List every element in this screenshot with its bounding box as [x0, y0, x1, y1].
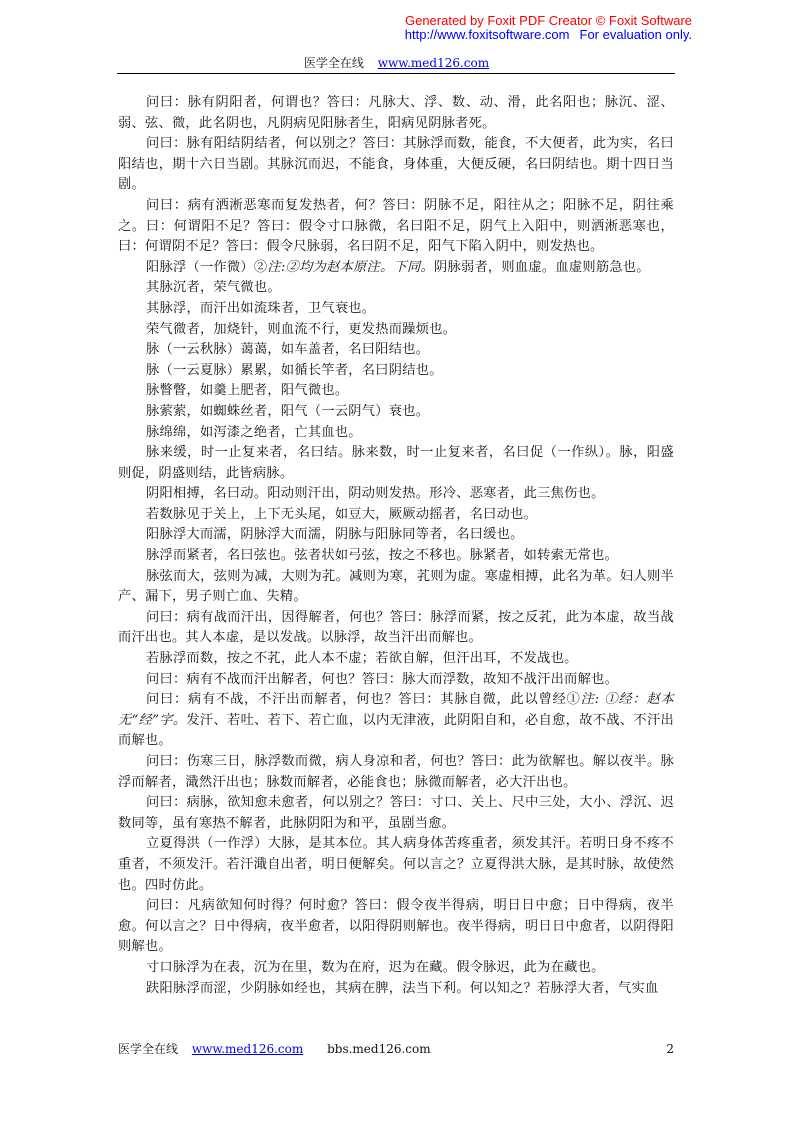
paragraph-text: 脉（一云秋脉）蔼蔼，如车盖者，名曰阳结也。: [146, 342, 430, 358]
watermark-url[interactable]: http://www.foxitsoftware.com: [404, 27, 570, 42]
footer-bbs-link[interactable]: bbs.med126.com: [327, 1042, 431, 1056]
paragraph: [118, 958, 674, 979]
paragraph: [118, 443, 674, 484]
paragraph: [118, 567, 674, 608]
paragraph: [118, 196, 674, 258]
footer-site-name: 医学全在线: [118, 1042, 179, 1056]
paragraph: [118, 690, 674, 752]
paragraph-text: 问曰：病有不战，不汗出而解者，何也？答曰：其脉自微，此以曾经①: [146, 692, 581, 708]
paragraph-text: 问曰：病有洒淅恶寒而复发热者，何？答曰：阴脉不足，阳往从之；阳脉不足，阴往乘之。曰：何谓阳不足？答曰：假令寸口脉微，名曰阳不足，阴气上入阳中，则洒淅恶寒也，曰：何谓阴不足？答曰：假令尺脉弱，名曰阴不足，阳气下陷入阴中，则发热也。: [118, 197, 674, 255]
paragraph-text: 寸口脉浮为在表，沉为在里，数为在府，迟为在藏。假令脉迟，此为在藏也。: [146, 959, 605, 975]
page-number: 2: [666, 1042, 674, 1056]
paragraph-text: 脉浮而紧者，名曰弦也。弦者状如弓弦，按之不移也。脉紧者，如转索无常也。: [146, 548, 619, 564]
page-footer: [118, 1042, 674, 1056]
paragraph: [118, 134, 674, 196]
paragraph: [118, 608, 674, 649]
paragraph-text: 若数脉见于关上，上下无头尾，如豆大，厥厥动摇者，名曰动也。: [146, 506, 538, 522]
paragraph-text: 阳脉浮（一作微）②: [146, 259, 268, 275]
paragraph: [118, 670, 674, 691]
paragraph-text: 发汗、若吐、若下、若亡血，以内无津液，此阴阳自和，必自愈，故不战、不汗出而解也。: [118, 712, 674, 749]
paragraph: [118, 320, 674, 341]
paragraph-text: 阴脉弱者，则血虚。血虚则筋急也。: [433, 259, 650, 275]
footer-site-link[interactable]: www.med126.com: [191, 1042, 304, 1056]
paragraph: [118, 93, 674, 134]
paragraph-text: 脉来缓，时一止复来者，名曰结。脉来数，时一止复来者，名曰促（一作纵）。脉，阳盛则促，阴盛则结，此皆病脉。: [118, 445, 674, 481]
paragraph: [118, 258, 674, 279]
watermark-url-line: [405, 28, 692, 42]
page-header: [0, 56, 793, 70]
paragraph-text: 其脉沉者，荣气微也。: [146, 280, 281, 296]
header-site-name: 医学全在线: [303, 56, 364, 70]
paragraph: [118, 793, 674, 834]
paragraph-text: 问曰：脉有阳结阴结者，何以别之？答曰：其脉浮而数，能食，不大便者，此为实，名曰阳结也，期十六日当剧。其脉沉而迟，不能食，身体重，大便反硬，名曰阴结也。期十四日当剧。: [118, 136, 674, 193]
paragraph: [118, 381, 674, 402]
paragraph: [118, 340, 674, 361]
watermark-generated-by: Generated by Foxit PDF Creator © Foxit Software: [404, 13, 692, 28]
paragraph: [118, 752, 674, 793]
paragraph-text: 脉（一云夏脉）累累，如循长竿者，名曰阴结也。: [146, 362, 443, 378]
paragraph-text: 荣气微者，加烧针，则血流不行，更发热而躁烦也。: [146, 321, 457, 337]
paragraph: [118, 649, 674, 670]
annotation-note: 注: ①经：赵本无“经”字。: [118, 692, 674, 728]
paragraph-text: 趺阳脉浮而涩，少阴脉如经也，其病在脾，法当下利。何以知之？若脉浮大者，气实血: [146, 980, 659, 996]
paragraph-text: 立夏得洪（一作浮）大脉，是其本位。其人病身体苦疼重者，须发其汗。若明日身不疼不重者，不须发汗。若汗濈自出者，明日便解矣。何以言之？立夏得洪大脉，是其时脉，故使然也。四时仿此。: [118, 836, 674, 893]
paragraph: [118, 278, 674, 299]
paragraph: [118, 299, 674, 320]
header-site-link[interactable]: www.med126.com: [377, 56, 490, 70]
paragraph-text: 问曰：病有不战而汗出解者，何也？答曰：脉大而浮数，故知不战汗出而解也。: [146, 671, 619, 687]
paragraph-text: 脉弦而大，弦则为减，大则为芤。减则为寒，芤则为虚。寒虚相搏，此名为革。妇人则半产、漏下，男子则亡血、失精。: [118, 568, 674, 605]
paragraph: [118, 546, 674, 567]
paragraph-text: 其脉浮，而汗出如流珠者，卫气衰也。: [146, 300, 376, 316]
document-body: [118, 93, 674, 999]
foxit-watermark: [405, 14, 692, 42]
paragraph-text: 问曰：凡病欲知何时得？何时愈？答曰：假令夜半得病，明日日中愈；日中得病，夜半愈。何以言之？日中得病，夜半愈者，以阳得阴则解也。夜半得病，明日日中愈者，以阴得阳则解也。: [118, 898, 674, 955]
paragraph-text: 问曰：病脉，欲知愈未愈者，何以别之？答曰：寸口、关上、尺中三处，大小、浮沉、迟数同等，虽有寒热不解者，此脉阴阳为和平，虽剧当愈。: [118, 795, 674, 831]
paragraph-text: 阴阳相搏，名曰动。阳动则汗出，阴动则发热。形冷、恶寒者，此三焦伤也。: [146, 486, 605, 502]
paragraph-text: 脉瞥瞥，如羹上肥者，阳气微也。: [146, 383, 349, 399]
paragraph: [118, 505, 674, 526]
paragraph: [118, 896, 674, 958]
paragraph-text: 问曰：病有战而汗出，因得解者，何也？答曰：脉浮而紧，按之反芤，此为本虚，故当战而汗出也。其人本虚，是以发战。以脉浮，故当汗出而解也。: [118, 609, 674, 646]
paragraph: [118, 834, 674, 896]
paragraph: [118, 402, 674, 423]
paragraph-text: 脉萦萦，如蜘蛛丝者，阳气（一云阴气）衰也。: [146, 403, 430, 419]
annotation-note: 注:②均为赵本原注。下同。: [267, 259, 434, 275]
paragraph: [118, 484, 674, 505]
watermark-evaluation-note: For evaluation only.: [579, 27, 692, 42]
paragraph-text: 阳脉浮大而濡，阴脉浮大而濡，阴脉与阳脉同等者，名曰缓也。: [146, 527, 524, 543]
paragraph: [118, 525, 674, 546]
paragraph: [118, 361, 674, 382]
paragraph: [118, 979, 674, 1000]
paragraph: [118, 423, 674, 444]
paragraph-text: 若脉浮而数，按之不芤，此人本不虚；若欲自解，但汗出耳，不发战也。: [146, 651, 578, 667]
paragraph-text: 问曰：伤寒三日，脉浮数而微，病人身凉和者，何也？答曰：此为欲解也。解以夜半。脉浮而解者，濈然汗出也；脉数而解者，必能食也；脉微而解者，必大汗出也。: [118, 754, 674, 790]
paragraph-text: 脉绵绵，如泻漆之绝者，亡其血也。: [146, 424, 362, 440]
paragraph-text: 问曰：脉有阴阳者，何谓也？答曰：凡脉大、浮、数、动、滑，此名阳也；脉沉、涩、弱、弦、微，此名阴也，凡阴病见阳脉者生，阳病见阴脉者死。: [118, 95, 674, 131]
header-rule: [117, 73, 675, 74]
